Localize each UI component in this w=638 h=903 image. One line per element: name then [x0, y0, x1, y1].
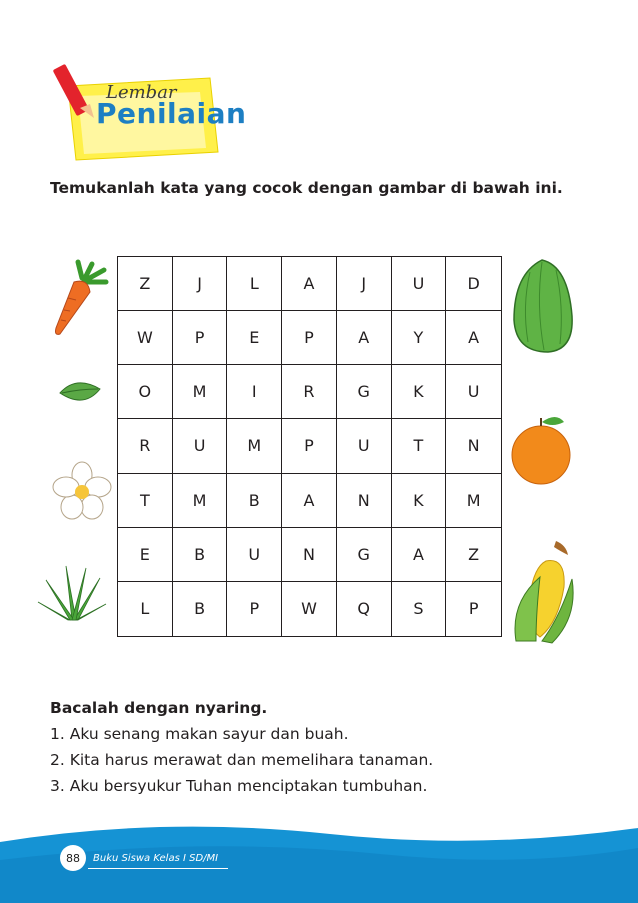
grid-cell: P: [468, 599, 479, 619]
grid-cell: P: [227, 582, 282, 636]
grid-cell: B: [227, 474, 282, 528]
grid-cell: A: [337, 311, 392, 365]
grid-cell: I: [227, 365, 282, 419]
grid-cell: P: [282, 311, 337, 365]
grid-cell: K: [392, 474, 447, 528]
grid-cell: A: [446, 311, 501, 365]
grid-cell: U: [337, 419, 392, 473]
reading-line: 3. Aku bersyukur Tuhan menciptakan tumbuhan.: [50, 777, 428, 795]
grid-cell: Z: [446, 528, 501, 582]
grid-cell: L: [227, 257, 282, 311]
grid-cell: M: [173, 365, 228, 419]
grid-cell: Z: [118, 257, 173, 311]
leaf-icon: [58, 377, 102, 407]
grid-cell: Y: [392, 311, 447, 365]
reading-section: [50, 695, 433, 799]
grid-cell: G: [337, 365, 392, 419]
reading-title: Bacalah dengan nyaring.: [50, 699, 268, 717]
grid-cell: N: [446, 419, 501, 473]
grid-cell: L: [118, 582, 173, 636]
grid-cell: E: [118, 528, 173, 582]
grid-cell: U: [173, 419, 228, 473]
logo-label-large: Penilaian: [96, 97, 247, 130]
grid-cell: E: [227, 311, 282, 365]
footer-divider: [88, 868, 228, 869]
reading-line: 1. Aku senang makan sayur dan buah.: [50, 725, 349, 743]
logo-label-small: Lembar: [106, 82, 177, 103]
word-search-grid: [117, 256, 502, 637]
carrot-icon: [48, 258, 110, 338]
grid-cell: W: [282, 582, 337, 636]
grid-cell: T: [118, 474, 173, 528]
grid-cell: O: [118, 365, 173, 419]
orange-icon: [508, 410, 574, 486]
grid-cell: B: [173, 528, 228, 582]
flower-icon: [52, 461, 112, 521]
grid-cell: N: [337, 474, 392, 528]
reading-line: 2. Kita harus merawat dan memelihara tanaman.: [50, 751, 434, 769]
grid-cell: P: [282, 419, 337, 473]
grid-cell: U: [446, 365, 501, 419]
instruction: Temukanlah kata yang cocok dengan gambar di bawah ini.: [50, 179, 563, 197]
grid-cell: M: [227, 419, 282, 473]
grid-cell: A: [392, 528, 447, 582]
grid-cell: G: [337, 528, 392, 582]
page-number: 88: [60, 845, 86, 871]
grid-cell: J: [173, 257, 228, 311]
grid-cell: U: [227, 528, 282, 582]
grass-icon: [36, 562, 108, 622]
grid-cell: R: [118, 419, 173, 473]
grid-cell: A: [282, 474, 337, 528]
grid-cell: D: [446, 257, 501, 311]
book-title: Buku Siswa Kelas I SD/MI: [93, 853, 219, 864]
grid-cell: W: [118, 311, 173, 365]
grid-cell: S: [392, 582, 447, 636]
grid-cell: M: [173, 474, 228, 528]
grid-cell: T: [392, 419, 447, 473]
corn-icon: [506, 537, 580, 647]
grid-cell: P: [173, 311, 228, 365]
grid-cell: M: [446, 474, 501, 528]
grid-cell: R: [282, 365, 337, 419]
papaya-icon: [508, 256, 578, 356]
grid-cell: J: [337, 257, 392, 311]
grid-cell: U: [392, 257, 447, 311]
grid-cell: A: [282, 257, 337, 311]
grid-cell: N: [282, 528, 337, 582]
grid-cell: Q: [337, 582, 392, 636]
grid-cell: B: [173, 582, 228, 636]
grid-cell: K: [392, 365, 447, 419]
